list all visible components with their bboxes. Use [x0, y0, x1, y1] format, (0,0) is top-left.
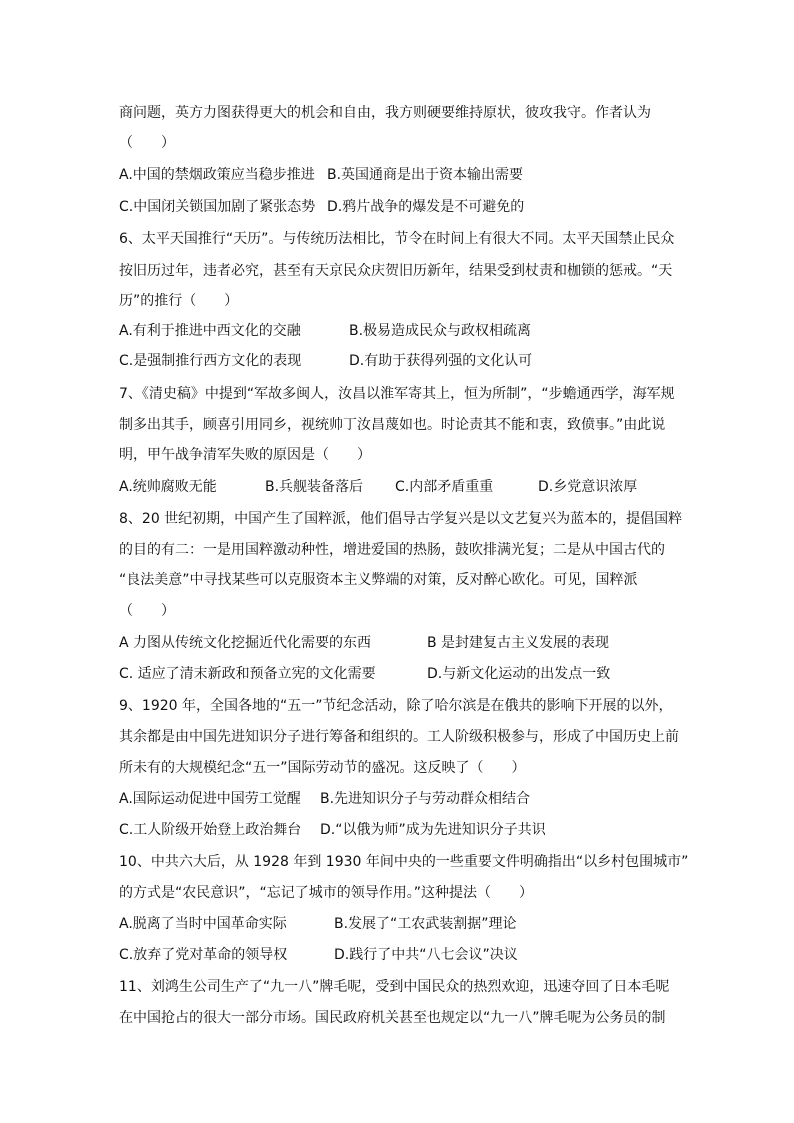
q6-stem-line-1: 6、太平天国推行“天历”。与传统历法相比，节令在时间上有很大不同。太平天国禁止民众	[119, 231, 675, 247]
q6-stem-line-3: 历”的推行（ ）	[119, 293, 239, 309]
q5-option-b: B.英国通商是出于资本输出需要	[327, 167, 524, 183]
q5-option-c: C.中国闭关锁国加剧了紧张态势	[119, 199, 316, 215]
q8-stem-line-1: 8、20 世纪初期，中国产生了国粹派，他们倡导古学复兴是以文艺复兴为蓝本的，提倡国粹	[119, 511, 683, 527]
q5-option-a: A.中国的禁烟政策应当稳步推进	[119, 167, 315, 183]
q7-stem-line-1: 7、《清史稿》中提到“军故多闽人，汝昌以淮军寄其上，恒为所制”，“步蟾通西学，海军规	[119, 386, 675, 402]
q7-option-d: D.乡党意识浓厚	[538, 479, 638, 495]
q6-option-a: A.有利于推进中西文化的交融	[119, 323, 301, 339]
q9-option-d: D.“以俄为师”成为先进知识分子共识	[320, 822, 546, 838]
q8-option-c: C. 适应了清末新政和预备立宪的文化需要	[119, 666, 376, 682]
q10-option-d: D.践行了中共“八七会议”决议	[334, 947, 518, 963]
q8-stem-line-4: （ ）	[119, 603, 175, 619]
q5-option-d: D.鸦片战争的爆发是不可避免的	[327, 199, 525, 215]
q9-option-a: A.国际运动促进中国劳工觉醒	[119, 791, 301, 807]
q10-option-a: A.脱离了当时中国革命实际	[119, 916, 287, 932]
q7-option-a: A.统帅腐败无能	[119, 479, 217, 495]
q7-stem-line-2: 制多出其手，顾喜引用同乡，视统帅丁汝昌蔑如也。时论责其不能和衷，致偾事。”由此说	[119, 417, 666, 433]
q7-option-c: C.内部矛盾重重	[395, 479, 494, 495]
q7-option-b: B.兵舰装备落后	[265, 479, 364, 495]
q5-stem-line-2: （ ）	[119, 135, 175, 151]
q5-stem-line-1: 商问题，英方力图获得更大的机会和自由，我方则硬要维持原状，彼攻我守。作者认为	[119, 105, 651, 121]
q8-option-a: A 力图从传统文化挖掘近代化需要的东西	[119, 635, 372, 651]
q9-option-b: B.先进知识分子与劳动群众相结合	[320, 791, 531, 807]
q6-option-b: B.极易造成民众与政权相疏离	[349, 323, 532, 339]
q9-stem-line-2: 其余都是由中国先进知识分子进行筹备和组织的。工人阶级积极参与，形成了中国历史上前	[119, 729, 679, 745]
q6-stem-line-2: 按旧历过年，违者必究，甚至有天京民众庆贺旧历新年，结果受到杖责和枷锁的惩戒。“天	[119, 263, 673, 279]
q9-stem-line-1: 9、1920 年，全国各地的“五一”节纪念活动，除了哈尔滨是在俄共的影响下开展的以外，	[119, 698, 673, 714]
q11-stem-line-2: 在中国抢占的很大一部分市场。国民政府机关甚至也规定以“九一八”牌毛呢为公务员的制	[119, 1010, 666, 1026]
q6-option-d: D.有助于获得列强的文化认可	[349, 353, 533, 369]
q10-stem-line-2: 的方式是“农民意识”，“忘记了城市的领导作用。”这种提法（ ）	[119, 885, 534, 901]
q10-stem-line-1: 10、中共六大后，从 1928 年到 1930 年间中央的一些重要文件明确指出“以乡村包围城市”	[119, 854, 689, 870]
q9-stem-line-3: 所未有的大规模纪念“五一”国际劳动节的盛况。这反映了（ ）	[119, 760, 526, 776]
q7-stem-line-3: 明，甲午战争清军失败的原因是（ ）	[119, 447, 371, 463]
q8-stem-line-2: 的目的有二：一是用国粹激动种性，增进爱国的热肠，鼓吹排满光复；二是从中国古代的	[119, 542, 665, 558]
q10-option-b: B.发展了“工农武装割据”理论	[334, 916, 517, 932]
q9-option-c: C.工人阶级开始登上政治舞台	[119, 822, 302, 838]
q8-stem-line-3: “良法美意”中寻找某些可以克服资本主义弊端的对策，反对醉心欧化。可见，国粹派	[119, 572, 638, 588]
q11-stem-line-1: 11、刘鸿生公司生产了“九一八”牌毛呢，受到中国民众的热烈欢迎，迅速夺回了日本毛呢	[119, 979, 670, 995]
q6-option-c: C.是强制推行西方文化的表现	[119, 353, 302, 369]
q10-option-c: C.放弃了党对革命的领导权	[119, 947, 288, 963]
q8-option-b: B 是封建复古主义发展的表现	[427, 635, 610, 651]
q8-option-d: D.与新文化运动的出发点一致	[427, 666, 611, 682]
